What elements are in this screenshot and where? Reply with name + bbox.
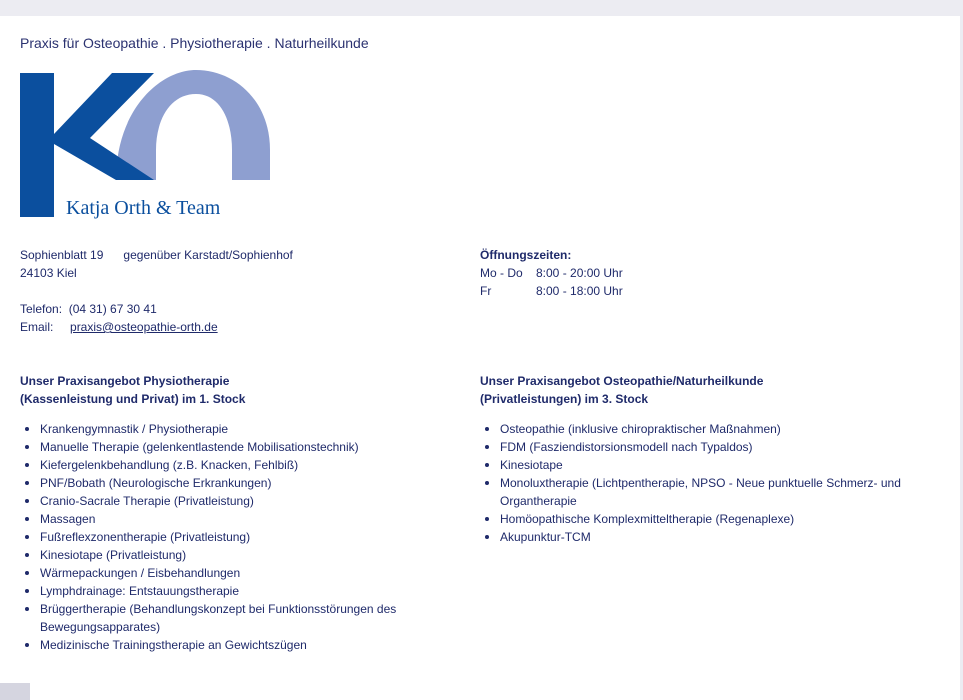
- hours-row: [480, 282, 623, 300]
- ko-logo-icon: [20, 70, 272, 222]
- list-item: Kinesiotape: [480, 456, 920, 474]
- corner-block: [0, 683, 30, 700]
- address-block: [20, 246, 293, 336]
- email-row: [20, 318, 293, 336]
- list-item: Lymphdrainage: Entstauungstherapie: [20, 582, 420, 600]
- list-item: Manuelle Therapie (gelenkentlastende Mobilisationstechnik): [20, 438, 420, 456]
- list-item: Monoluxtherapie (Lichtpentherapie, NPSO - Neue punktuelle Schmerz- und Organtherapie: [480, 474, 920, 510]
- physio-list: [20, 420, 420, 654]
- phone-number: (04 31) 67 30 41: [68, 302, 157, 316]
- hours-time: 8:00 - 18:00 Uhr: [536, 284, 623, 298]
- list-item: Massagen: [20, 510, 420, 528]
- hours-day: Fr: [480, 284, 492, 298]
- practice-tagline: Praxis für Osteopathie . Physiotherapie . Naturheilkunde: [20, 35, 369, 51]
- physio-heading: Unser Praxisangebot Physiotherapie (Kassenleistung und Privat) im 1. Stock: [20, 374, 246, 406]
- city: 24103 Kiel: [20, 266, 77, 280]
- list-item: Kiefergelenkbehandlung (z.B. Knacken, Fehlbiß): [20, 456, 420, 474]
- page-content: [0, 16, 960, 700]
- list-item: PNF/Bobath (Neurologische Erkrankungen): [20, 474, 420, 492]
- osteo-heading: Unser Praxisangebot Osteopathie/Naturheilkunde (Privatleistungen) im 3. Stock: [480, 374, 764, 406]
- email-link[interactable]: praxis@osteopathie-orth.de: [70, 320, 218, 334]
- street-row: [20, 246, 293, 264]
- phone-label: Telefon:: [20, 302, 63, 316]
- osteo-list: [480, 420, 920, 546]
- logo-subtitle: Katja Orth & Team: [66, 197, 221, 219]
- list-item: Brüggertherapie (Behandlungskonzept bei Funktionsstörungen des Bewegungsapparates): [20, 600, 420, 636]
- list-item: Wärmepackungen / Eisbehandlungen: [20, 564, 420, 582]
- hours-row: [480, 264, 623, 282]
- list-item: Kinesiotape (Privatleistung): [20, 546, 420, 564]
- landmark: gegenüber Karstadt/Sophienhof: [123, 248, 293, 262]
- list-item: Fußreflexzonentherapie (Privatleistung): [20, 528, 420, 546]
- top-band: [0, 0, 963, 16]
- hours-time: 8:00 - 20:00 Uhr: [536, 266, 623, 280]
- phone-row: [20, 300, 293, 318]
- hours-day: Mo - Do: [480, 266, 523, 280]
- street: Sophienblatt 19: [20, 248, 104, 262]
- list-item: Akupunktur-TCM: [480, 528, 920, 546]
- hours-title: Öffnungszeiten:: [480, 248, 572, 262]
- list-item: Medizinische Trainingstherapie an Gewichtszügen: [20, 636, 420, 654]
- list-item: FDM (Fasziendistorsionsmodell nach Typaldos): [480, 438, 920, 456]
- osteo-services: [480, 372, 920, 546]
- practice-logo[interactable]: [20, 70, 272, 222]
- opening-hours: [480, 246, 623, 300]
- list-item: Osteopathie (inklusive chiropraktischer Maßnahmen): [480, 420, 920, 438]
- list-item: Homöopathische Komplexmitteltherapie (Regenaplexe): [480, 510, 920, 528]
- physio-services: [20, 372, 420, 654]
- email-label: Email:: [20, 320, 54, 334]
- list-item: Cranio-Sacrale Therapie (Privatleistung): [20, 492, 420, 510]
- list-item: Krankengymnastik / Physiotherapie: [20, 420, 420, 438]
